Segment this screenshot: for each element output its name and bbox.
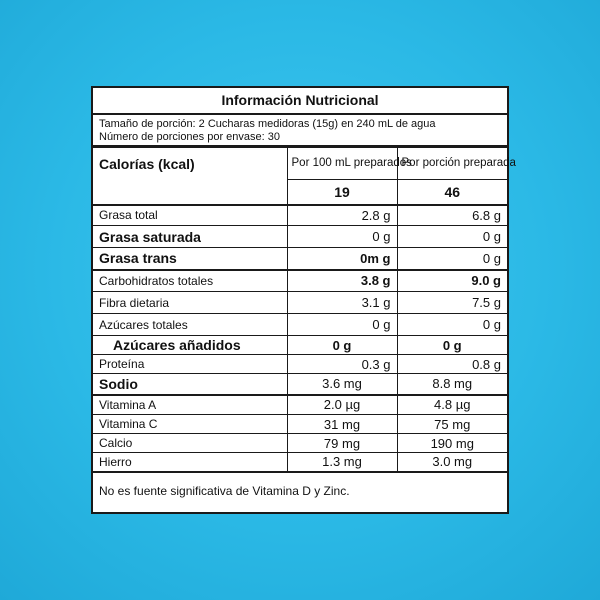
nutrient-label: Vitamina C: [93, 415, 287, 434]
value-per-serving: 7.5 g: [397, 292, 507, 314]
footer-row: [93, 472, 507, 510]
serving-size: Tamaño de porción: 2 Cucharas medidoras (15g) en 240 mL de agua: [99, 118, 436, 130]
nutrition-facts-panel: [91, 86, 516, 514]
row-azucares-anadidos: [93, 336, 507, 355]
nutrient-label: Hierro: [93, 453, 287, 472]
header-row: [93, 148, 507, 180]
value-per-100ml: 0 g: [287, 314, 397, 336]
footer-note: No es fuente significativa de Vitamina D y Zinc.: [93, 472, 507, 510]
nutrition-table: [93, 147, 516, 510]
row-fibra: [93, 292, 507, 314]
value-per-serving: 75 mg: [397, 415, 507, 434]
nutrient-label: Vitamina A: [93, 395, 287, 415]
row-vitamina-c: [93, 415, 507, 434]
col-header-per-serving: Por porción preparada: [397, 148, 507, 180]
value-per-serving: 0 g: [397, 336, 507, 355]
nutrient-label: Calcio: [93, 434, 287, 453]
row-proteina: [93, 355, 507, 374]
calories-per-100ml: 19: [287, 180, 397, 205]
col-header-per-100ml: Por 100 mL preparados: [287, 148, 397, 180]
row-azucares-totales: [93, 314, 507, 336]
value-per-100ml: 79 mg: [287, 434, 397, 453]
value-per-100ml: 0 g: [287, 336, 397, 355]
value-per-serving: 8.8 mg: [397, 374, 507, 395]
value-per-serving: 0.8 g: [397, 355, 507, 374]
value-per-serving: 0 g: [397, 314, 507, 336]
value-per-100ml: 3.6 mg: [287, 374, 397, 395]
row-calcio: [93, 434, 507, 453]
value-per-serving: 6.8 g: [397, 205, 507, 226]
serving-info: [93, 115, 507, 147]
nutrient-label: Fibra dietaria: [93, 292, 287, 314]
nutrient-label: Sodio: [93, 374, 287, 395]
row-grasa-trans: [93, 248, 507, 270]
value-per-serving: 9.0 g: [397, 270, 507, 292]
calories-per-serving: 46: [397, 180, 507, 205]
value-per-100ml: 31 mg: [287, 415, 397, 434]
value-per-serving: 0 g: [397, 226, 507, 248]
row-vitamina-a: [93, 395, 507, 415]
nutrient-label: Azúcares añadidos: [93, 336, 287, 355]
nutrient-label: Carbohidratos totales: [93, 270, 287, 292]
value-per-100ml: 2.0 µg: [287, 395, 397, 415]
nutrient-label: Grasa total: [93, 205, 287, 226]
value-per-100ml: 0 g: [287, 226, 397, 248]
value-per-100ml: 0.3 g: [287, 355, 397, 374]
row-hierro: [93, 453, 507, 472]
nutrient-label: Azúcares totales: [93, 314, 287, 336]
row-grasa-total: [93, 205, 507, 226]
value-per-100ml: 3.1 g: [287, 292, 397, 314]
value-per-100ml: 2.8 g: [287, 205, 397, 226]
value-per-serving: 4.8 µg: [397, 395, 507, 415]
nutrient-label: Grasa saturada: [93, 226, 287, 248]
nutrient-label: Grasa trans: [93, 248, 287, 270]
value-per-100ml: 1.3 mg: [287, 453, 397, 472]
calories-label: Calorías (kcal): [93, 148, 287, 205]
row-sodio: [93, 374, 507, 395]
panel-title: Información Nutricional: [93, 88, 507, 115]
nutrient-label: Proteína: [93, 355, 287, 374]
value-per-serving: 190 mg: [397, 434, 507, 453]
servings-per-container: Número de porciones por envase: 30: [99, 130, 280, 143]
row-grasa-saturada: [93, 226, 507, 248]
value-per-serving: 3.0 mg: [397, 453, 507, 472]
value-per-100ml: 3.8 g: [287, 270, 397, 292]
row-carbohidratos: [93, 270, 507, 292]
value-per-serving: 0 g: [397, 248, 507, 270]
value-per-100ml: 0m g: [287, 248, 397, 270]
